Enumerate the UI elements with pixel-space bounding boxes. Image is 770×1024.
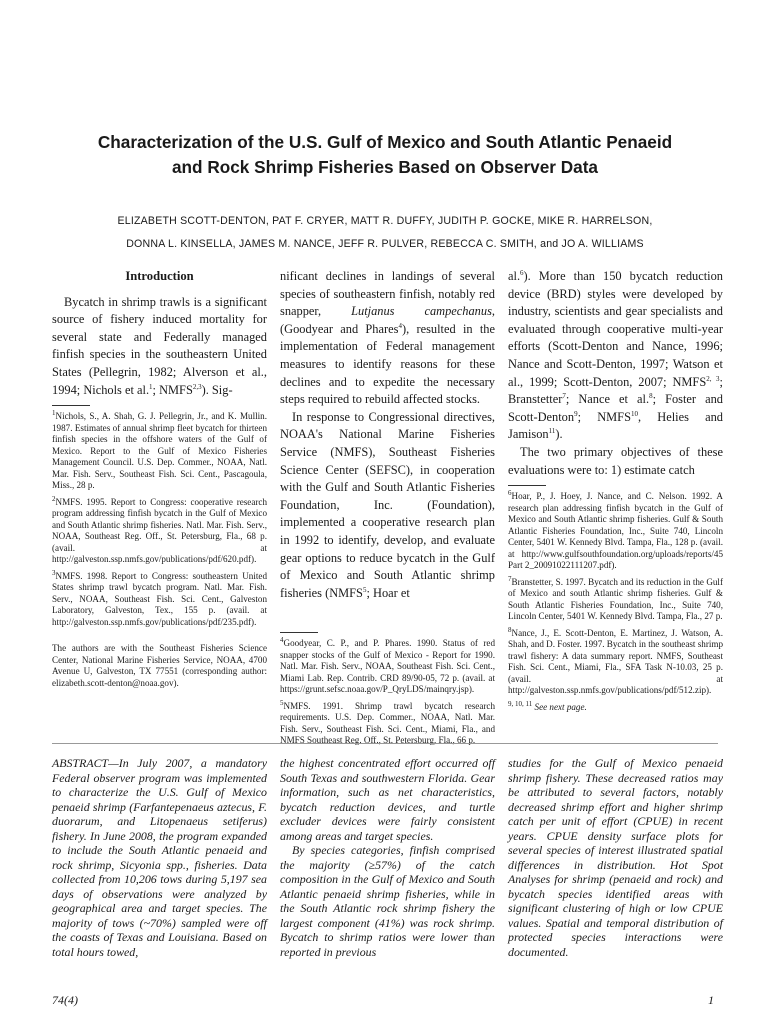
body-text: , (Goodyear and Phares	[280, 304, 496, 336]
footnote-text: Nance, J., E. Scott-Denton, E. Martinez, J. Watson, A. Shah, and D. Foster. 1997. Bycatch in the southeast shrimp trawl fishery: A data summary report. NMFS, Southeast Fish. Sci. Cent., Miami, Fla., SFA Task N-10.03, 25 p. (avail. at http://galveston.ssp.nmfs.gov/publications/pdf/512.zip).	[508, 627, 723, 696]
column-3	[508, 268, 723, 718]
intro-text: ). Sig-	[201, 382, 233, 397]
footnote-ref: 2, 3	[706, 374, 720, 383]
author-affiliation: The authors are with the Southeast Fisheries Science Center, National Marine Fisheries Service, NOAA, 4700 Avenue U, Galveston, TX 77551 (corresponding author: elizabeth.scott-denton@noaa.gov).	[52, 643, 267, 688]
authors-line-1: ELIZABETH SCOTT-DENTON, PAT F. CRYER, MATT R. DUFFY, JUDITH P. GOCKE, MIKE R. HARRELSON,	[117, 215, 653, 227]
body-text: al.	[508, 269, 521, 283]
page-number: 1	[708, 993, 714, 1007]
footnote-text: NMFS. 1998. Report to Congress: southeastern United States shrimp trawl bycatch program. Natl. Mar. Fish. Serv., NOAA, Southeast Fish. Sci. Cent., Galveston Laboratory, Galveston, Tex., 155 p. (avail. at http://galveston.ssp.nmfs.gov/publications/pdf/235.pdf).	[52, 570, 267, 627]
footnote-3	[52, 568, 267, 629]
footnote-text: Branstetter, S. 1997. Bycatch and its reduction in the Gulf of Mexico and south Atlantic shrimp fisheries. Gulf & South Atlantic Fisheries Foundation, Inc., Suite 740, Lincoln Center, 5401 W. Kennedy Blvd. Tampa, Fla., 27 p.	[508, 576, 723, 622]
footnote-1	[52, 411, 267, 492]
column-2	[280, 268, 495, 752]
species-name: Lutjanus campechanus	[351, 304, 492, 319]
footnote-rule	[52, 405, 90, 406]
footnote-text: Hoar, P., J. Hoey, J. Nance, and C. Nelson. 1992. A research plan addressing finfish bycatch in the Gulf of Mexico and South Atlantic shrimp fisheries. Gulf & South Atlantic Fisheries Foundation, Inc., Suite 740, Lincoln Center, 5401 W. Kennedy Blvd. Tampa, Fla., 128 p. (avail. at http://www.gulfsouthfoundation.org/uploads/reports/45 Part 2_20091022111207.pdf).	[508, 491, 723, 571]
footnote-number: 7	[508, 574, 512, 583]
body-text: ; Branstetter	[508, 374, 723, 407]
footnote-5	[280, 698, 495, 747]
body-text: In response to Congressional directives, NOAA's National Marine Fisheries Service (NMFS), Southeast Fisheries Science Center (SEFSC), in cooperation with the Gulf and South Atlantic Fisheries Foundation, Inc. (Foundation), implemented a cooperative research plan in 1992 to identify, develop, and evaluate gear options to reduce bycatch in the Gulf of Mexico and South Atlantic shrimp fisheries (NMFS	[280, 409, 495, 600]
section-heading-introduction: Introduction	[125, 269, 194, 283]
footnote-ref: 8	[649, 392, 653, 401]
footnote-4	[280, 638, 495, 696]
footnote-rule	[280, 632, 318, 633]
footnote-number: 5	[280, 698, 284, 707]
footnote-9-10-11	[508, 699, 723, 714]
footnote-number: 4	[280, 636, 284, 645]
footnote-8	[508, 625, 723, 697]
footnote-6	[508, 491, 723, 572]
footnote-number: 1	[52, 409, 56, 418]
title-line-1: Characterization of the U.S. Gulf of Mexico and South Atlantic Penaeid	[97, 132, 673, 152]
intro-text: Bycatch in shrimp trawls is a significant source of fishery induced mortality for several state and Federally managed finfish species in the southeastern United States (Pellegrin, 1982; Alverson et al., 1994; Nichols et al.	[52, 294, 267, 397]
footnote-ref: 6	[520, 268, 524, 277]
footnote-text: See next page.	[534, 701, 587, 712]
footnote-ref: 11	[548, 427, 556, 436]
footnote-ref: 2,3	[192, 382, 202, 391]
footnote-number: 6	[508, 489, 512, 498]
intro-paragraph-continued	[280, 268, 495, 409]
author-list	[40, 210, 730, 256]
body-text: ), resulted in the implementation of Federal management measures to identify reasons for these declines and to expedite the necessary steps required to rebuild affected stocks.	[280, 321, 495, 407]
abstract-paragraph: the highest concentrated effort occurred off South Texas and southwestern Florida. Gear information, such as net characteristics, bycatch reduction devices, and turtle excluder devices were fairly consistent among areas and target species.	[280, 756, 495, 843]
intro-paragraph-1	[52, 294, 267, 400]
body-text: ).	[555, 427, 563, 442]
body-text: , Helies and Jamison	[508, 409, 723, 442]
footnote-7	[508, 574, 723, 623]
body-text: ; Hoar et	[366, 585, 410, 600]
intro-text: ; NMFS	[152, 382, 193, 397]
intro-paragraph-2	[280, 409, 495, 603]
abstract-divider	[52, 743, 718, 744]
footnote-number: 9, 10, 11	[508, 699, 533, 708]
volume-number: 74(4)	[52, 993, 78, 1007]
authors-line-2: DONNA L. KINSELLA, JAMES M. NANCE, JEFF R. PULVER, REBECCA C. SMITH, and JO A. WILLIAMS	[126, 238, 644, 250]
footnote-ref: 5	[362, 585, 367, 594]
footnote-number: 3	[52, 568, 56, 577]
footnote-rule	[508, 485, 546, 486]
article-title	[40, 130, 730, 180]
body-text: ; Foster and Scott-Denton	[508, 392, 723, 424]
footnote-text: Goodyear, C. P., and P. Phares. 1990. Status of red snapper stocks of the Gulf of Mexico - Report for 1990. Natl. Mar. Fish. Serv., NOAA, Southeast Fish. Sci. Cent., Miami Lab. Rep. Contrib. CRD 89/90-05, 72 p. (avail. at https://grunt.sefsc.noaa.gov/P_QryLDS/mainqry.jsp).	[280, 638, 495, 695]
column-1	[52, 268, 267, 694]
abstract-column-2	[280, 756, 495, 959]
body-text: ; NMFS	[577, 409, 631, 424]
footnote-text: NMFS. 1991. Shrimp trawl bycatch research requirements. U.S. Dep. Commer., NOAA, Natl. Mar. Fish. Serv., Southeast Fish. Sci. Cent., Miami, Fla., and NMFS Southeast Reg. Off., St. Petersburg, Fla., 66 p.	[280, 700, 495, 746]
footnote-ref: 9	[574, 409, 578, 418]
abstract-column-3: studies for the Gulf of Mexico penaeid shrimp fishery. These decreased ratios may be attributed to several factors, notably decreased shrimp effort and higher shrimp catch per unit of effort (CPUE) in recent years. CPUE density surface plots for several species of interest illustrated spatial differences in distribution. Hot Spot Analyses for shrimp (penaeid and rock) and bycatch species identified areas with significant clustering of high or low CPUE values. Spatial and temporal distribution of protected species interactions were documented.	[508, 756, 723, 959]
intro-paragraph-continued	[508, 268, 723, 444]
body-text: ). More than 150 bycatch reduction device (BRD) styles were developed by industry, scientists and gear specialists and evaluated through cooperative multi-year efforts (Scott-Denton and Nance, 1996; Nance and Scott-Denton, 1997; Watson et al., 1999; Scott-Denton, 2007; NMFS	[508, 269, 723, 389]
abstract-paragraph: By species categories, finfish comprised the majority (≥57%) of the catch composition in the Gulf of Mexico and South Atlantic penaeid shrimp fisheries, while in the South Atlantic rock shrimp fishery the largest component (41%) was rock shrimp. Bycatch to shrimp ratios were lower than reported in previous	[280, 843, 495, 959]
abstract-column-1: ABSTRACT—In July 2007, a mandatory Federal observer program was implemented to characterize the U.S. Gulf of Mexico penaeid shrimp (Farfantepenaeus aztecus, F. duorarum, and Litopenaeus setiferus) fishery. In June 2008, the program expanded to include the South Atlantic penaeid and rock shrimp, Sicyonia spp., fisheries. Data collected from 10,206 tows during 5,197 sea days of observations were analyzed by geographical area and target species. The majority of tows (~70%) sampled were off the coasts of Texas and Louisiana. Based on total hours towed,	[52, 756, 267, 959]
footnote-2	[52, 494, 267, 566]
footnote-text: Nichols, S., A. Shah, G. J. Pellegrin, Jr., and K. Mullin. 1987. Estimates of annual shrimp fleet bycatch for thirteen finfish species in the offshore waters of the Gulf of Mexico. Report to the Gulf of Mexico Fisheries Management Council. U.S. Dep. Commer., NOAA, Natl. Mar. Fish. Serv., Southeast Fish. Sci. Cent., Pascagoula, Miss., 28 p.	[52, 411, 267, 491]
footnote-text: NMFS. 1995. Report to Congress: cooperative research program addressing finfish bycatch in the Gulf of Mexico and South Atlantic shrimp fisheries. Natl. Mar. Fish. Serv., NOAA, Southeast Reg. Off., St. Petersburg, Fla., 68 p. (avail. at http://galveston.ssp.nmfs.gov/publications/pdf/620.pdf).	[52, 496, 267, 565]
footnote-ref: 4	[398, 321, 402, 330]
footnote-ref: 1	[149, 382, 153, 391]
body-text: ; Nance et al.	[565, 392, 650, 407]
footnote-number: 8	[508, 625, 512, 634]
footnote-number: 2	[52, 494, 56, 503]
objectives-paragraph: The two primary objectives of these evaluations were to: 1) estimate catch	[508, 444, 723, 477]
title-line-2: and Rock Shrimp Fisheries Based on Observer Data	[171, 157, 598, 177]
body-text: nificant declines in landings of several species of southeastern finfish, notably red snapper,	[280, 269, 495, 319]
footnote-ref: 7	[562, 392, 566, 401]
footnote-ref: 10	[630, 409, 638, 418]
